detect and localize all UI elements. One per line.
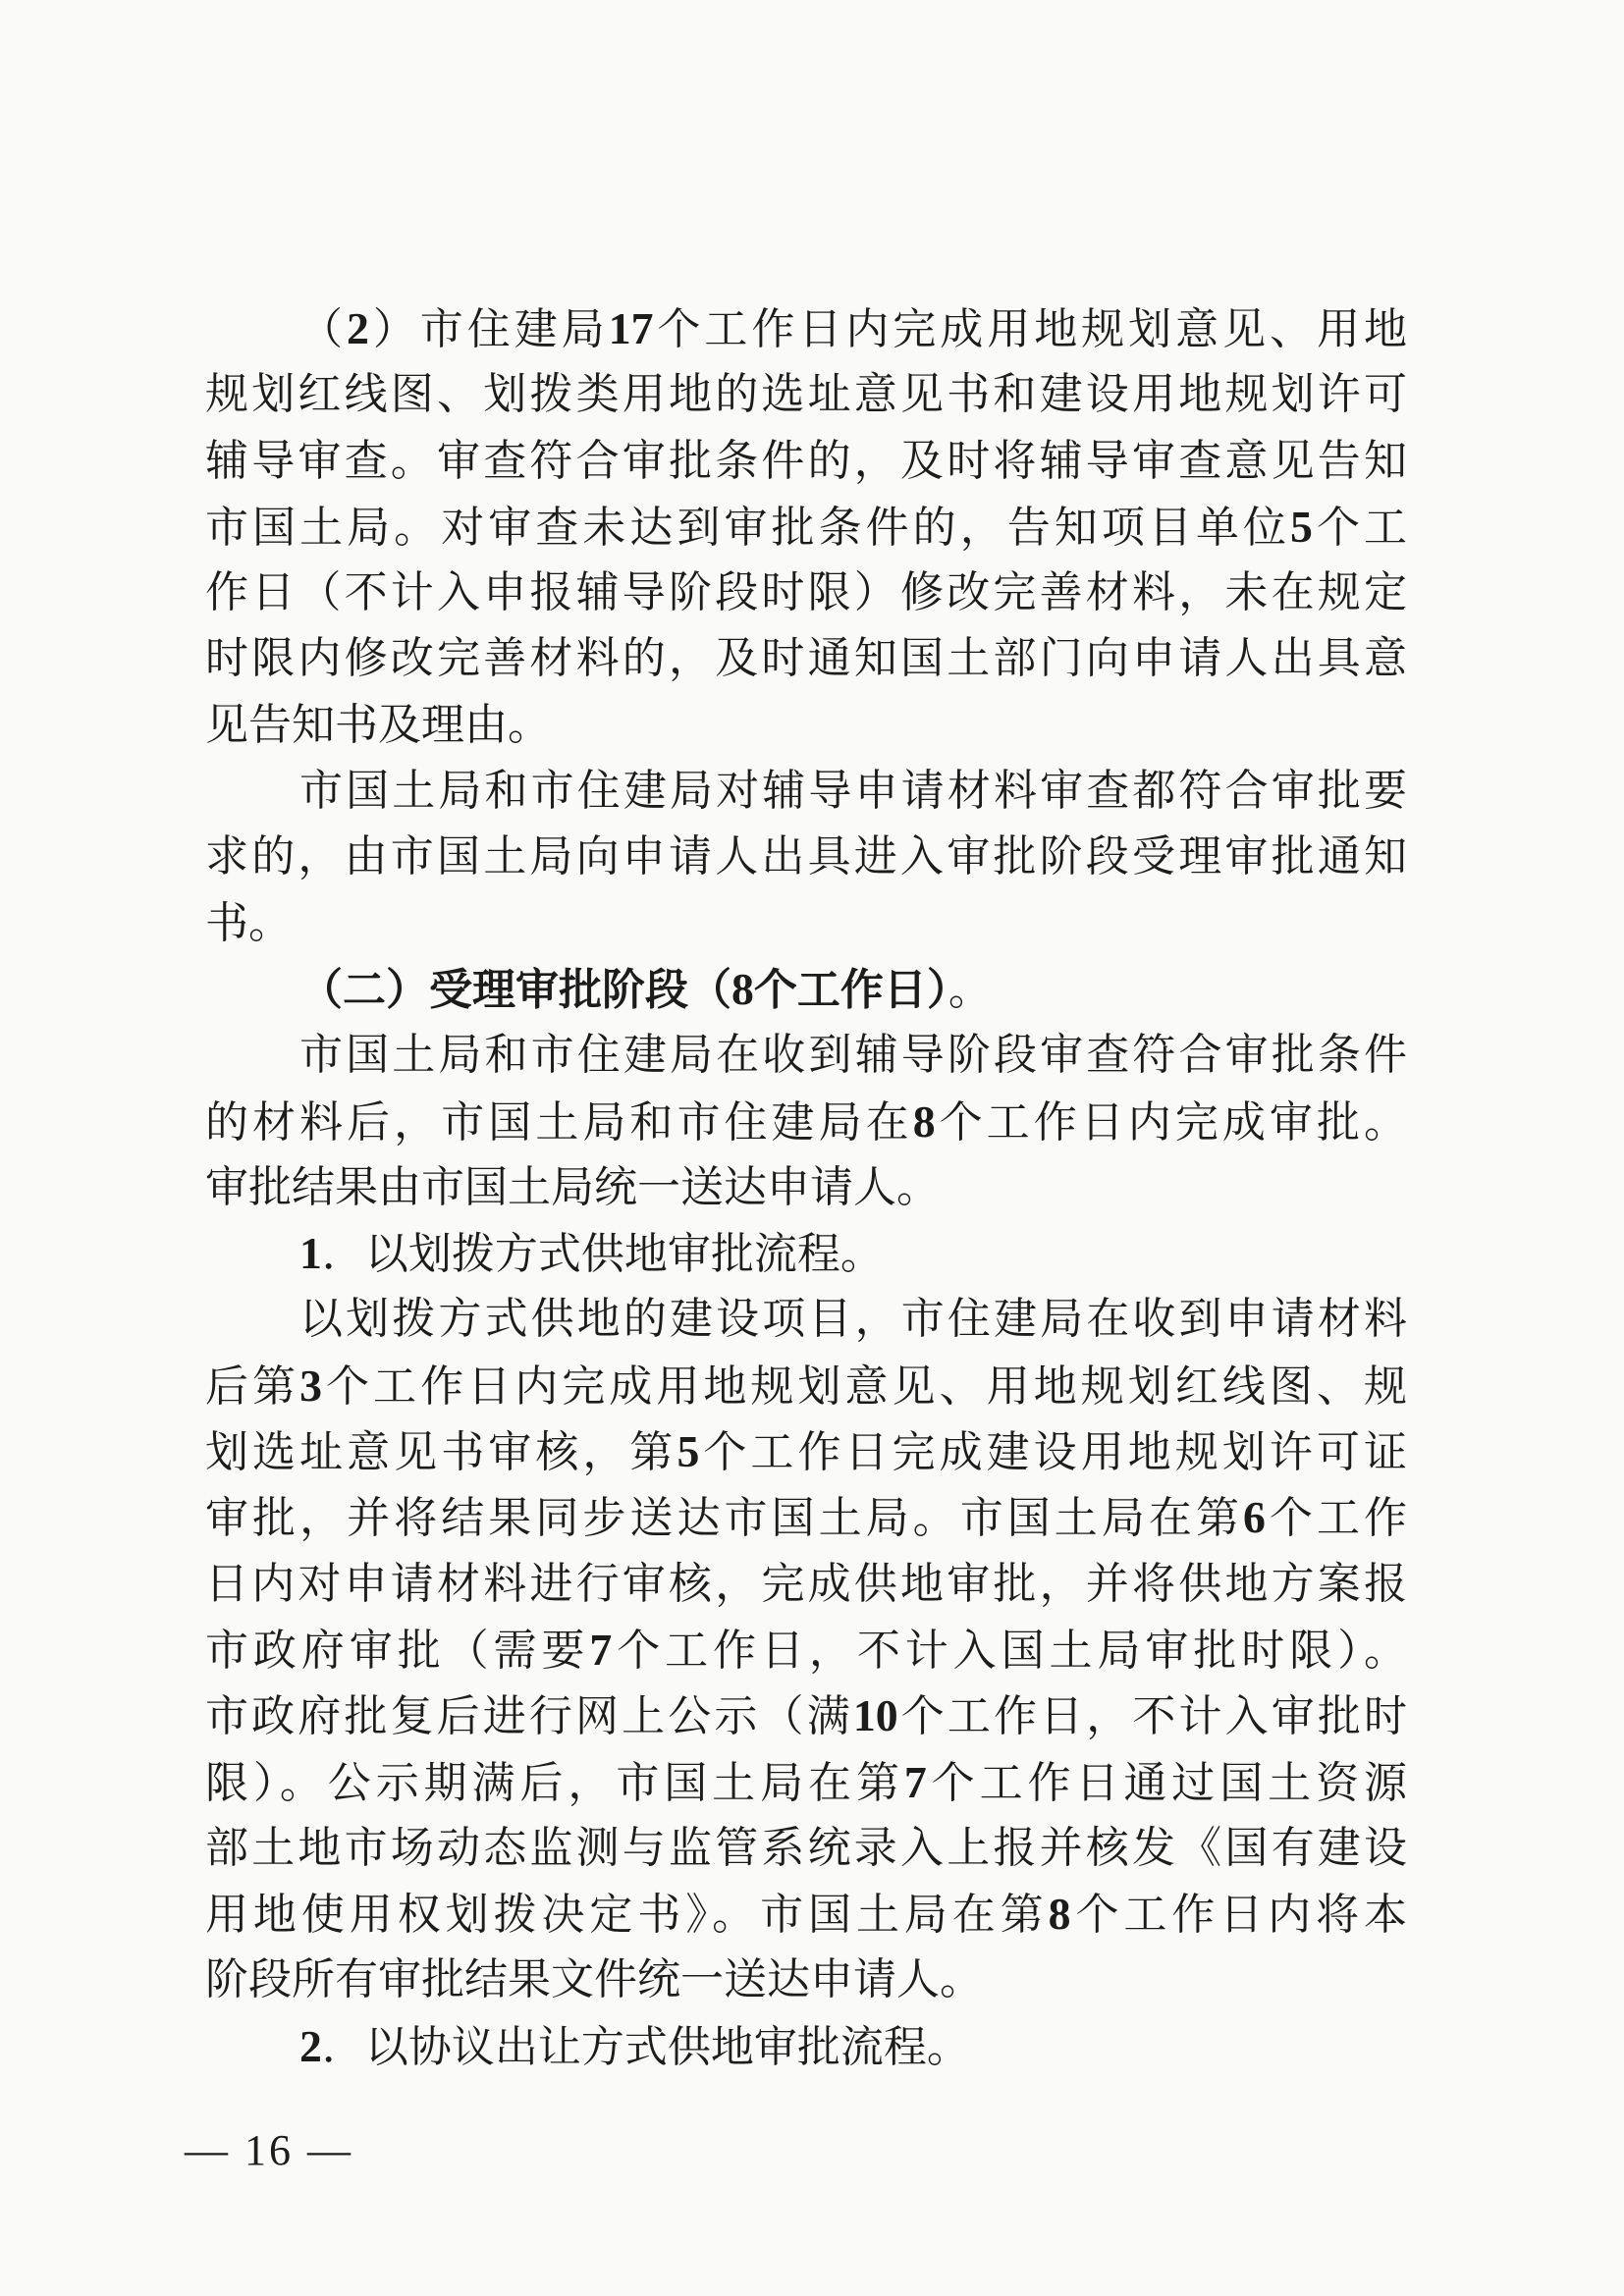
subsection-heading: 2．以协议出让方式供地审批流程。: [299, 2020, 970, 2072]
paragraph: [205, 1022, 1407, 1220]
document-body: [205, 295, 1407, 2079]
text-line: 作日（不计入申报辅导阶段时限）修改完善材料，未在规定: [205, 567, 1407, 618]
text-line: 的材料后，市国土局和市住建局在8个工作日内完成审批。: [205, 1095, 1407, 1148]
number: 1: [299, 1228, 322, 1279]
text-line: 市政府批复后进行网上公示（满10个工作日，不计入审批时: [205, 1690, 1407, 1742]
paragraph: [205, 1286, 1407, 2012]
text-line: 限）。公示期满后，市国土局在第7个工作日通过国土资源: [205, 1756, 1407, 1808]
text-line: 辅导审查。审查符合审批条件的，及时将辅导审查意见告知: [205, 435, 1407, 486]
text-line: 市政府审批（需要7个工作日，不计入国土局审批时限）。: [205, 1624, 1407, 1676]
subsection-heading: 1．以划拨方式供地审批流程。: [299, 1228, 884, 1280]
section-heading-label: （二）受理审批阶段（8个工作日）: [299, 963, 948, 1015]
number: 10: [852, 1690, 898, 1741]
text-line: 时限内修改完善材料的，及时通知国土部门向申请人出具意: [205, 633, 1407, 684]
text-line: 划选址意见书审核，第5个工作日完成建设用地规划许可证: [205, 1426, 1407, 1478]
number: 8: [912, 1095, 936, 1147]
text-line: 见告知书及理由。: [205, 699, 551, 750]
text-line: 市国土局和市住建局在收到辅导阶段审查符合审批条件: [299, 1030, 1407, 1081]
text-line: 用地使用权划拨决定书》。市国土局在第8个工作日内将本: [205, 1889, 1407, 1941]
text-line: 求的，由市国土局向申请人出具进入审批阶段受理审批通知: [205, 831, 1407, 882]
number: 17: [608, 303, 654, 353]
text-line: 规划红线图、划拨类用地的选址意见书和建设用地规划许可: [205, 369, 1407, 420]
text-line: 部土地市场动态监测与监管系统录入上报并核发《国有建设: [205, 1822, 1407, 1873]
number: 2: [299, 2020, 322, 2071]
text-line: 后第3个工作日内完成用地规划意见、用地规划红线图、规: [205, 1360, 1407, 1412]
text-line: 以划拨方式供地的建设项目，市住建局在收到申请材料: [299, 1294, 1407, 1345]
number: 8: [731, 963, 754, 1014]
text-line: 市国土局和市住建局对辅导申请材料审查都符合审批要: [299, 766, 1407, 817]
number: 3: [299, 1360, 322, 1411]
paragraph: [205, 295, 1407, 758]
section-heading: [205, 956, 1407, 1022]
page-number: — 16 —: [185, 2126, 353, 2174]
number: 7: [903, 1756, 927, 1807]
number: 6: [1243, 1492, 1266, 1543]
number: 8: [1048, 1889, 1071, 1940]
text-line: 审批结果由市国土局统一送达申请人。: [205, 1161, 940, 1212]
number: 5: [677, 1426, 700, 1477]
section-heading-punctuation: 。: [947, 964, 992, 1015]
text-line: 阶段所有审批结果文件统一送达申请人。: [205, 1954, 983, 2005]
number: 7: [589, 1624, 613, 1675]
text-line: 日内对申请材料进行审核，完成供地审批，并将供地方案报: [205, 1558, 1407, 1609]
text-line: 审批，并将结果同步送达市国土局。市国土局在第6个工作: [205, 1492, 1407, 1544]
text-line: 书。: [205, 897, 292, 948]
text-line: 市国土局。对审查未达到审批条件的，告知项目单位5个工: [205, 501, 1407, 553]
paragraph: [205, 758, 1407, 956]
text-line: （2）市住建局17个工作日内完成用地规划意见、用地: [299, 303, 1407, 354]
number: 2: [346, 303, 369, 353]
number: 5: [1290, 501, 1313, 552]
